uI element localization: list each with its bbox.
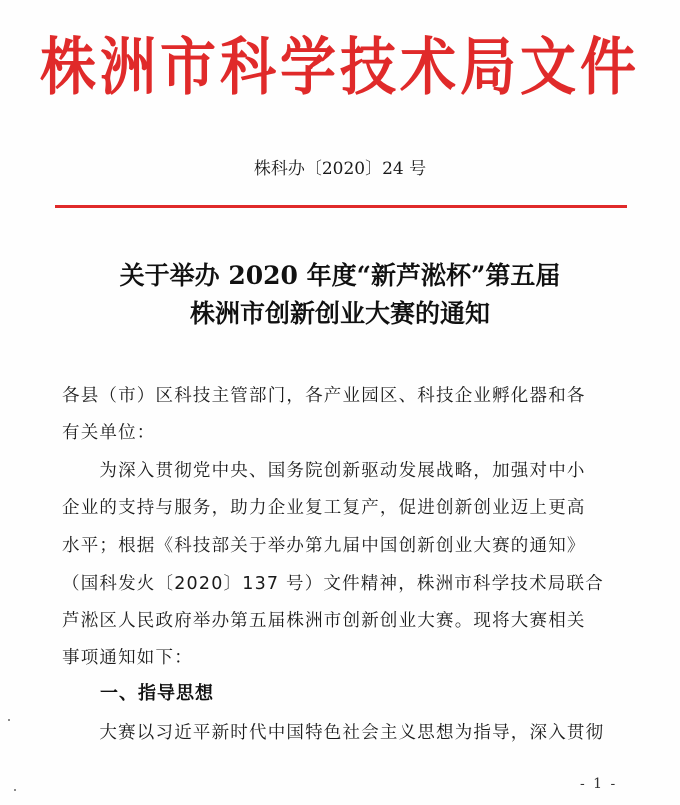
section-heading-guiding-ideology: 一、指导思想 (100, 683, 214, 704)
body-line: 企业的支持与服务，助力企业复工复产，促进创新创业迈上更高 (62, 498, 586, 518)
body-line: 有关单位： (62, 423, 156, 443)
body-line: 事项通知如下： (62, 648, 193, 668)
document-header-title: 株洲市科学技术局文件 (40, 30, 640, 105)
body-line: 为深入贯彻党中央、国务院创新驱动发展战略，加强对中小 (62, 461, 586, 481)
body-line: 水平；根据《科技部关于举办第九届中国创新创业大赛的通知》 (62, 536, 586, 556)
page-number: - 1 - (580, 776, 618, 792)
notice-title-line-2: 株洲市创新创业大赛的通知 (189, 299, 490, 328)
body-line: 芦淞区人民政府举办第五届株洲市创新创业大赛。现将大赛相关 (62, 611, 586, 631)
scan-speck (14, 789, 16, 791)
red-divider-line (55, 205, 627, 208)
notice-title-line-1: 关于举办 2020 年度“新芦淞杯”第五届 (119, 261, 561, 290)
body-line: 各县（市）区科技主管部门，各产业园区、科技企业孵化器和各 (62, 386, 586, 406)
scan-speck (8, 719, 10, 721)
document-number: 株科办〔2020〕24 号 (253, 159, 427, 179)
body-line: 大赛以习近平新时代中国特色社会主义思想为指导，深入贯彻 (62, 723, 605, 743)
body-line: （国科发火〔2020〕137 号）文件精神，株洲市科学技术局联合 (62, 574, 604, 594)
